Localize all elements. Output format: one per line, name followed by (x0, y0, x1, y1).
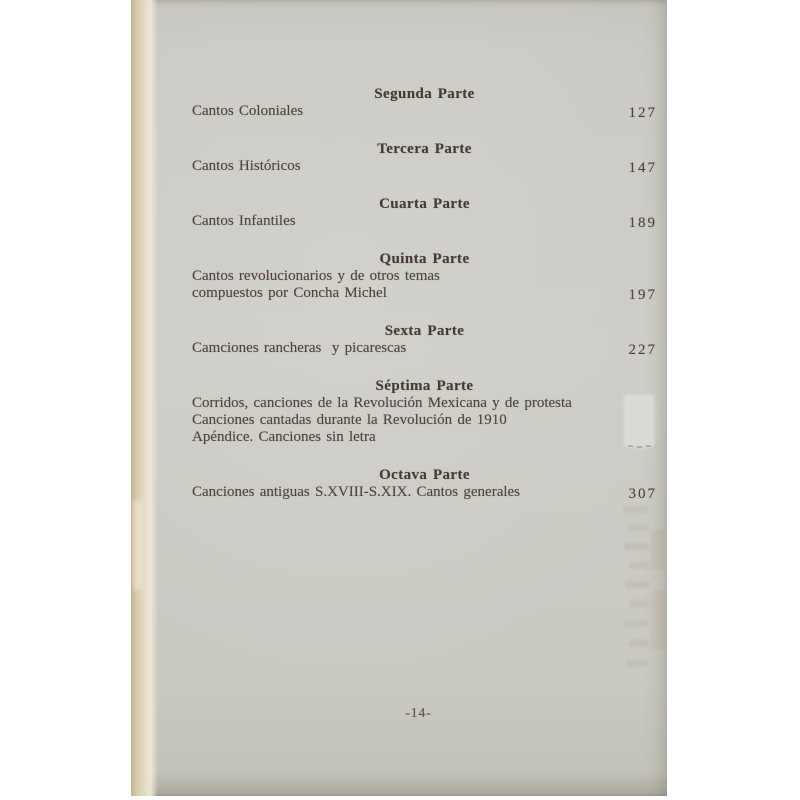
toc-section (192, 323, 657, 357)
toc-entry-title: Corridos, canciones de la Revolución Mexicana y de protesta (192, 395, 572, 411)
toc-entry-title: Cantos Coloniales (192, 103, 304, 119)
toc-entry-title: compuestos por Concha Michel (192, 285, 387, 301)
toc-entry-title: Cantos Infantiles (192, 213, 296, 229)
toc-section (192, 196, 657, 230)
toc-entry (192, 340, 657, 357)
toc-entry (192, 268, 657, 285)
toc-entry-title: Canciones antiguas S.XVIII-S.XIX. Cantos generales (192, 484, 521, 500)
scanned-page (131, 0, 667, 796)
toc-entry (192, 285, 657, 302)
toc-entry (192, 412, 657, 429)
page-number-footer (186, 705, 651, 721)
part-header: Segunda Parte (374, 86, 475, 102)
toc-section (192, 86, 657, 120)
book-edge-highlight (133, 500, 143, 590)
toc-entry-title: Cantos revolucionarios y de otros temas (192, 268, 440, 284)
toc-entry (192, 429, 657, 446)
whiteout-residue-dot (646, 445, 651, 447)
toc-section (192, 141, 657, 175)
toc-entry-page-number: 189 (628, 215, 657, 231)
toc-section (192, 251, 657, 302)
toc-entry-title: Apéndice. Canciones sin letra (192, 429, 376, 445)
toc-entry-title: Camciones rancheras y picarescas (192, 340, 407, 356)
toc-entry-title: Canciones cantadas durante la Revolución de 1910 (192, 412, 507, 428)
whiteout-correction-mark (625, 396, 653, 446)
part-header: Cuarta Parte (379, 196, 470, 212)
toc-section (192, 378, 657, 446)
page-number-text: -14- (405, 705, 432, 720)
whiteout-residue-dot (628, 445, 633, 447)
toc-entry-page-number: 147 (628, 160, 657, 176)
toc-section (192, 467, 657, 501)
toc-entry (192, 484, 657, 501)
toc-entry-page-number: 197 (628, 287, 657, 303)
toc-entry-page-number: 307 (628, 486, 657, 502)
part-header: Sexta Parte (384, 323, 465, 339)
part-header: Tercera Parte (377, 141, 472, 157)
whiteout-residue-dot (637, 446, 642, 448)
toc-entry (192, 213, 657, 230)
toc-entry-page-number: 127 (628, 105, 657, 121)
toc-entry (192, 158, 657, 175)
part-header: Octava Parte (379, 467, 470, 483)
table-of-contents (192, 0, 657, 501)
part-header: Quinta Parte (379, 251, 470, 267)
toc-entry (192, 103, 657, 120)
part-header: Séptima Parte (375, 378, 474, 394)
toc-entry-title: Cantos Históricos (192, 158, 301, 174)
toc-entry (192, 395, 657, 412)
book-edge-left (131, 0, 158, 796)
toc-entry-page-number: 227 (628, 342, 657, 358)
